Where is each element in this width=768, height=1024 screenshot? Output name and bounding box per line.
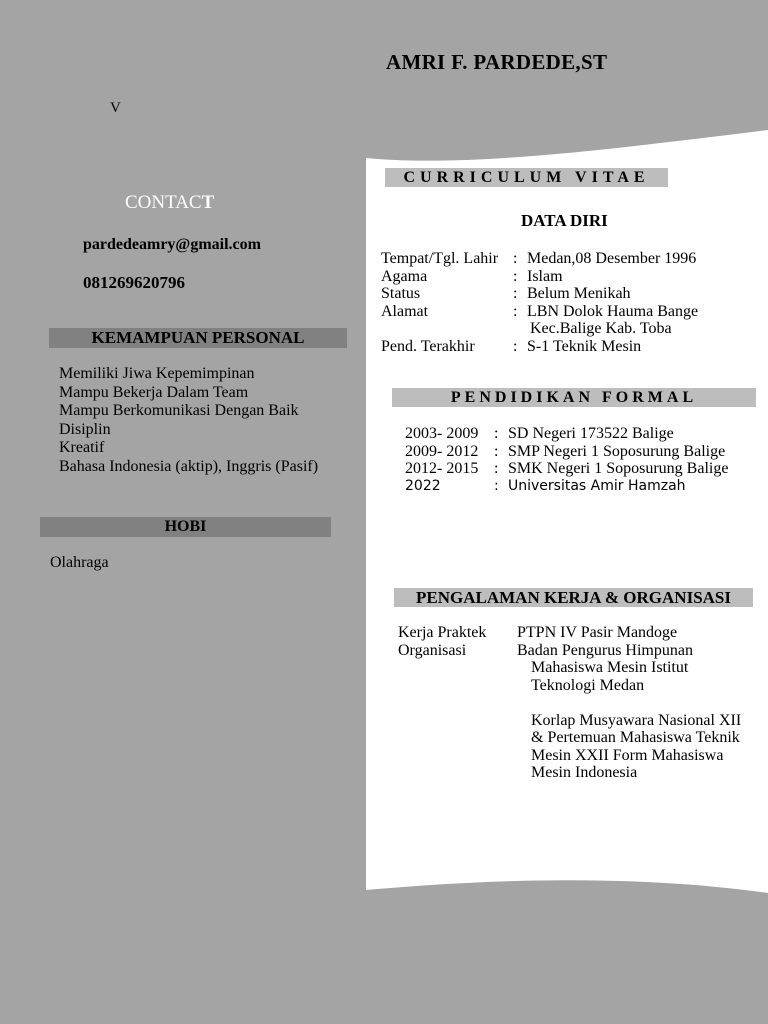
list-item: Mampu Bekerja Dalam Team	[59, 383, 249, 401]
table-row	[381, 303, 698, 338]
field-value: S-1 Teknik Mesin	[527, 337, 642, 355]
table-row	[405, 460, 728, 478]
list-item: Memiliki Jiwa Kepemimpinan	[59, 365, 255, 382]
data-diri-table	[381, 250, 698, 355]
field-value: Islam	[527, 267, 563, 285]
pendidikan-formal-heading: PENDIDIKAN FORMAL	[392, 388, 756, 407]
table-row	[398, 642, 741, 782]
contact-heading: CONTACT	[125, 192, 215, 213]
curriculum-vitae-heading: CURRICULUM VITAE	[385, 168, 668, 187]
table-row	[405, 478, 728, 496]
field-separator: :	[513, 302, 518, 320]
experience-label: Organisasi	[398, 641, 467, 659]
list-item: Kreatif	[59, 439, 105, 456]
table-row	[381, 250, 698, 268]
experience-value: Badan Pengurus Himpunan Mahasiswa Mesin Istitut Teknologi Medan Korlap Musyawara Nasional XII & Pertemuan Mahasiswa Teknik Mesin XXII Form Mahasiswa Mesin Indonesia	[517, 641, 742, 781]
contact-email: pardedeamry@gmail.com	[83, 236, 261, 253]
pengalaman-table	[398, 624, 741, 782]
field-label: Tempat/Tgl. Lahir	[381, 250, 499, 267]
experience-label: Kerja Praktek	[398, 624, 487, 641]
field-label: Pend. Terakhir	[381, 337, 475, 355]
education-school: SMP Negeri 1 Soposurung Balige	[508, 442, 726, 460]
table-row	[381, 285, 698, 303]
header-mark: V	[110, 100, 121, 116]
education-year: 2009- 2012	[405, 442, 479, 460]
field-separator: :	[494, 477, 499, 494]
education-year: 2022	[405, 477, 441, 494]
candidate-name: AMRI F. PARDEDE,ST	[386, 50, 608, 74]
field-separator: :	[494, 442, 499, 460]
field-separator: :	[513, 267, 518, 285]
field-value: LBN Dolok Hauma Bange Kec.Balige Kab. Toba	[527, 302, 699, 337]
list-item: Bahasa Indonesia (aktip), Inggris (Pasif)	[59, 457, 319, 475]
skills-list	[59, 365, 318, 476]
table-row	[381, 268, 698, 286]
pendidikan-table	[405, 425, 728, 495]
list-item: Disiplin	[59, 420, 111, 438]
experience-value: PTPN IV Pasir Mandoge	[517, 624, 678, 641]
field-value: Belum Menikah	[527, 285, 631, 302]
education-year: 2003- 2009	[405, 425, 479, 442]
field-label: Agama	[381, 267, 428, 285]
table-row	[405, 443, 728, 461]
field-separator: :	[513, 337, 518, 355]
education-school: SD Negeri 173522 Balige	[508, 425, 674, 442]
kemampuan-personal-heading: KEMAMPUAN PERSONAL	[49, 328, 347, 348]
data-diri-heading: DATA DIRI	[521, 211, 608, 230]
table-row	[405, 425, 728, 443]
education-school: Universitas Amir Hamzah	[508, 477, 686, 494]
list-item: Mampu Berkomunikasi Dengan Baik	[59, 402, 299, 419]
field-separator: :	[494, 460, 499, 477]
field-separator: :	[494, 425, 499, 442]
field-label: Status	[381, 285, 421, 302]
field-label: Alamat	[381, 302, 429, 320]
contact-phone: 081269620796	[83, 273, 185, 292]
field-value: Medan,08 Desember 1996	[527, 250, 697, 267]
hobi-heading: HOBI	[40, 517, 331, 537]
hobi-item: Olahraga	[50, 554, 109, 571]
field-separator: :	[513, 285, 518, 302]
education-year: 2012- 2015	[405, 460, 479, 477]
table-row	[398, 624, 741, 642]
pengalaman-heading: PENGALAMAN KERJA & ORGANISASI	[394, 588, 753, 607]
table-row	[381, 338, 698, 356]
field-separator: :	[513, 250, 518, 267]
education-school: SMK Negeri 1 Soposurung Balige	[508, 460, 729, 477]
